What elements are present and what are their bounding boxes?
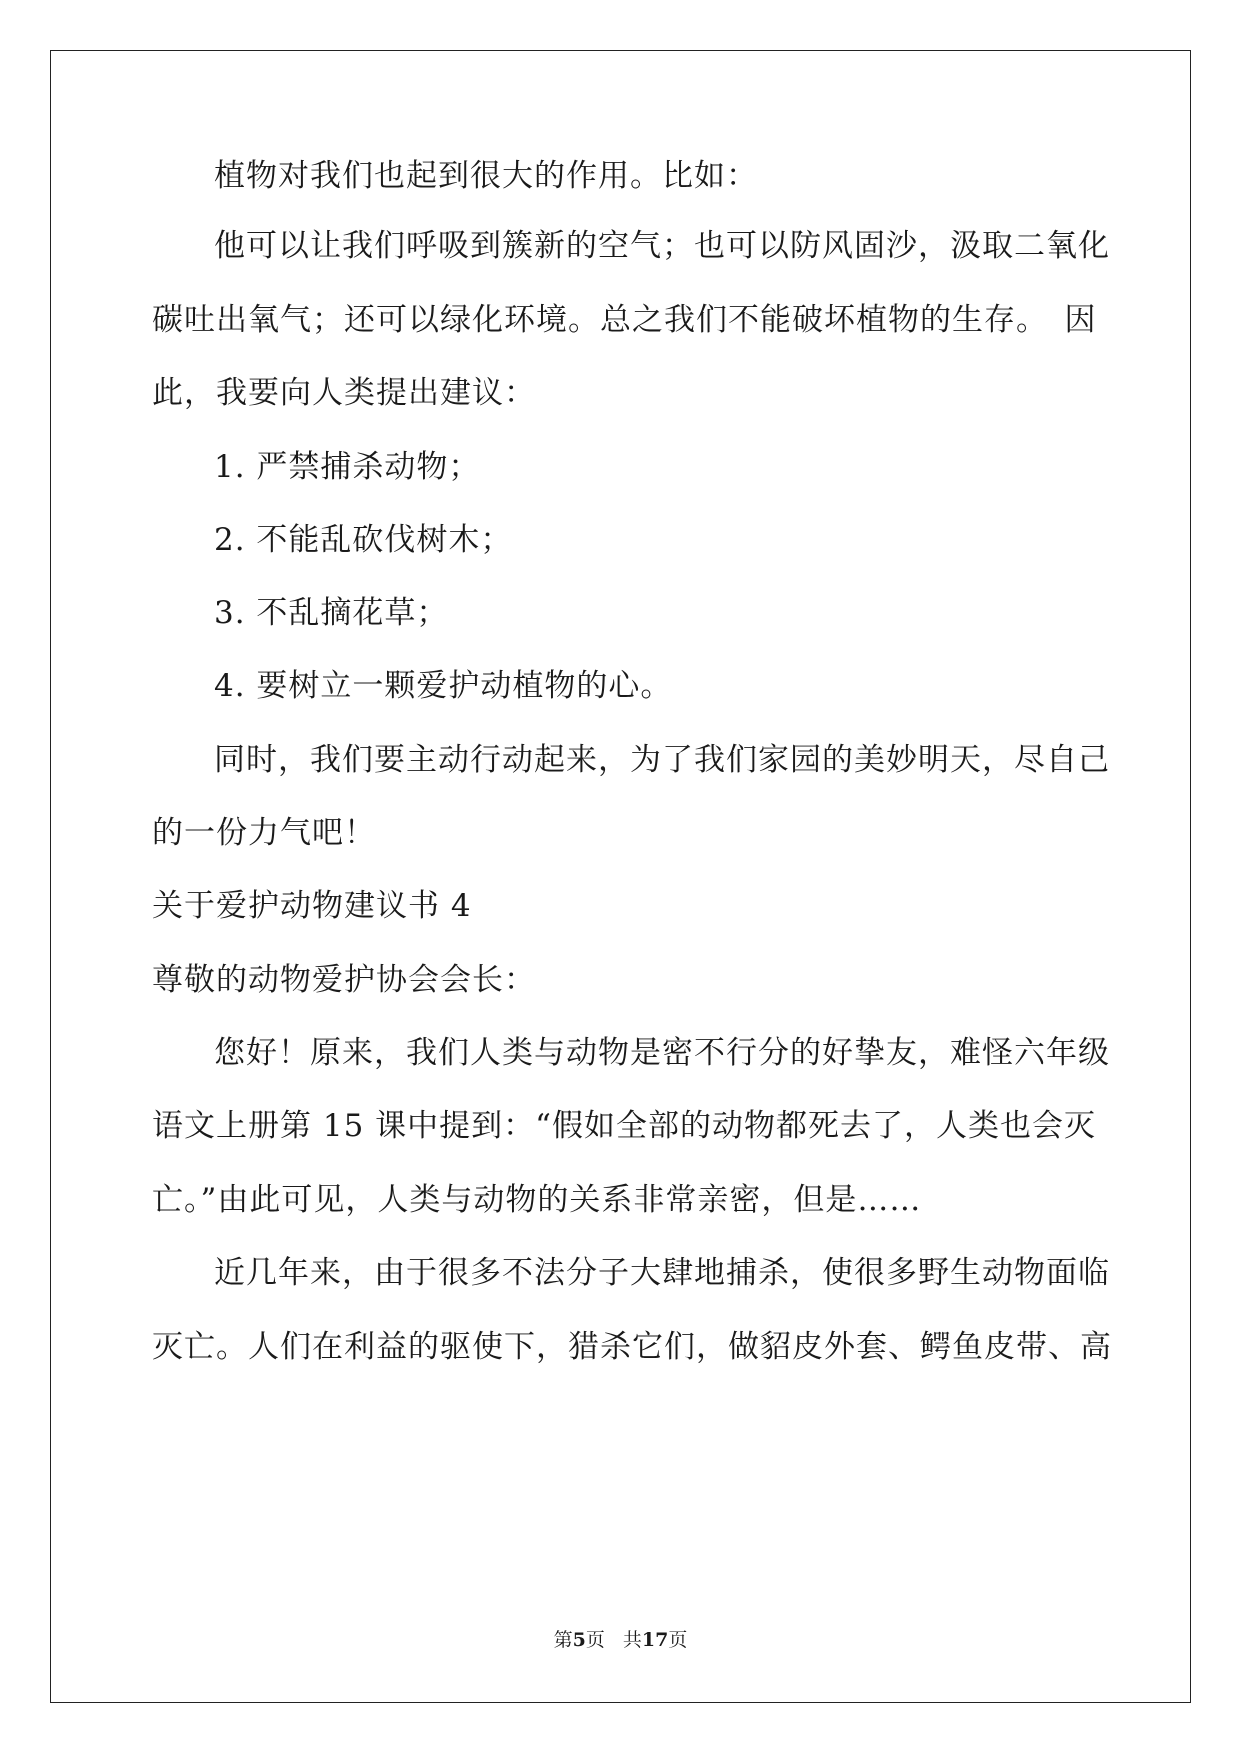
paragraph-line: 亡。”由此可见，人类与动物的关系非常亲密，但是…… bbox=[152, 1182, 922, 1218]
paragraph-line: 近几年来，由于很多不法分子大肆地捕杀，使很多野生动物面临 bbox=[214, 1255, 1110, 1291]
paragraph-line: 语文上册第 15 课中提到：“假如全部的动物都死去了，人类也会灭 bbox=[152, 1108, 1096, 1144]
paragraph-line: 的一份力气吧！ bbox=[152, 815, 376, 851]
paragraph-line: 灭亡。人们在利益的驱使下，猎杀它们，做貂皮外套、鳄鱼皮带、高 bbox=[152, 1329, 1112, 1365]
paragraph-line: 碳吐出氧气；还可以绿化环境。总之我们不能破坏植物的生存。 因 bbox=[152, 302, 1097, 338]
section-heading: 关于爱护动物建议书 4 bbox=[152, 888, 472, 924]
list-item: 3. 不乱摘花草； bbox=[214, 595, 449, 631]
paragraph-line: 同时，我们要主动行动起来，为了我们家园的美妙明天，尽自己 bbox=[214, 742, 1110, 778]
paragraph-line: 植物对我们也起到很大的作用。比如： bbox=[214, 158, 758, 194]
paragraph-line: 他可以让我们呼吸到簇新的空气；也可以防风固沙，汲取二氧化 bbox=[214, 228, 1110, 264]
total-pages: 17 bbox=[641, 1629, 669, 1651]
list-item: 1. 严禁捕杀动物； bbox=[214, 449, 481, 485]
page-suffix: 页 bbox=[585, 1629, 605, 1651]
page-footer bbox=[0, 1628, 1241, 1652]
total-suffix: 页 bbox=[668, 1629, 688, 1651]
page-number: 5 bbox=[572, 1629, 586, 1651]
list-item: 4. 要树立一颗爱护动植物的心。 bbox=[214, 668, 673, 704]
page-prefix: 第 bbox=[553, 1629, 573, 1651]
paragraph-line: 此，我要向人类提出建议： bbox=[152, 375, 536, 411]
list-item: 2. 不能乱砍伐树木； bbox=[214, 522, 513, 558]
salutation: 尊敬的动物爱护协会会长： bbox=[152, 962, 536, 998]
paragraph-line: 您好！原来，我们人类与动物是密不行分的好挚友，难怪六年级 bbox=[214, 1035, 1110, 1071]
total-prefix: 共 bbox=[622, 1629, 642, 1651]
page-frame bbox=[50, 50, 1191, 1703]
